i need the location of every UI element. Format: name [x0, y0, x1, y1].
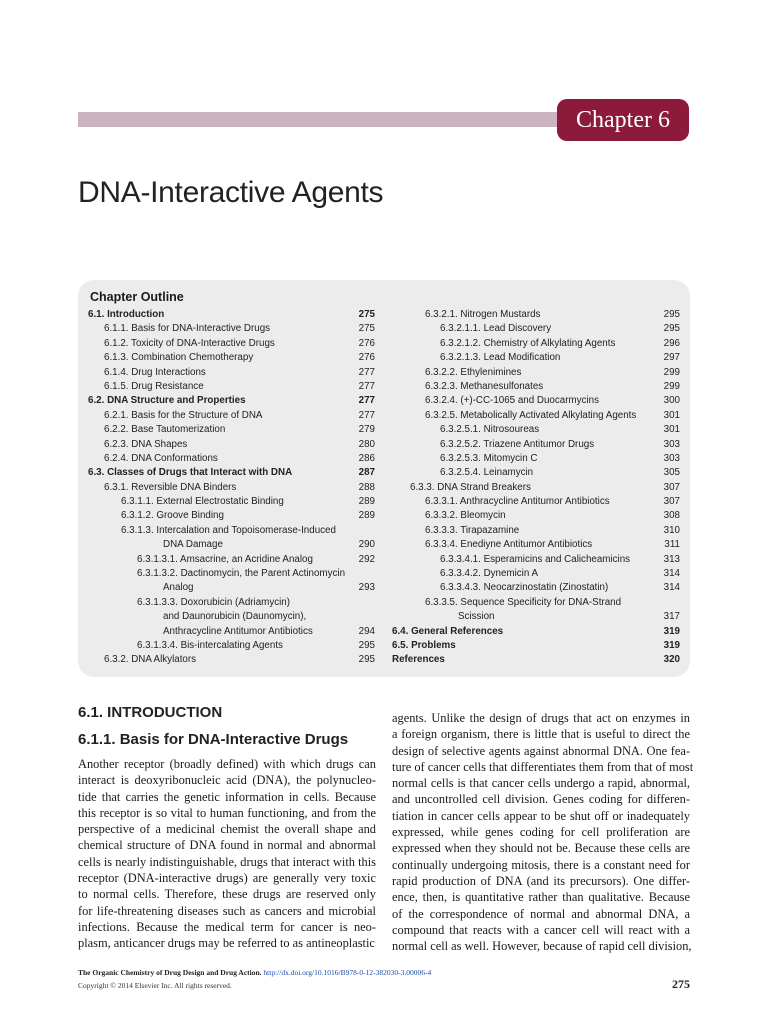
outline-entry-label: 6.3.2.5.2. Triazene Antitumor Drugs	[440, 438, 595, 450]
outline-entry-label: 6.3.2.2. Ethylenimines	[425, 366, 522, 378]
outline-entry[interactable]	[392, 509, 680, 523]
outline-entry-label: 6.3.2.3. Methanesulfonates	[425, 380, 544, 392]
outline-entry-label: 6.3.2.5.1. Nitrosoureas	[440, 424, 540, 436]
outline-entry[interactable]	[88, 337, 375, 351]
outline-entry[interactable]	[392, 524, 680, 538]
body-line: ence, then, is quantitative rather than qualitative. Because	[392, 890, 690, 905]
outline-entry[interactable]	[392, 351, 680, 365]
outline-entry-label: 6.1.4. Drug Interactions	[104, 366, 206, 378]
outline-entry[interactable]	[392, 394, 680, 408]
body-text-left	[78, 756, 376, 952]
chapter-bar	[78, 112, 558, 127]
outline-entry[interactable]	[88, 509, 375, 523]
outline-entry[interactable]	[392, 538, 680, 552]
outline-entry-page: 295	[358, 639, 375, 651]
outline-entry-page: 311	[664, 539, 680, 551]
outline-entry[interactable]	[392, 438, 680, 452]
outline-entry-page: 305	[663, 467, 680, 479]
doi-link[interactable]: http://dx.doi.org/10.1016/B978-0-12-382030-3.00006-4	[263, 968, 432, 977]
page-number: 275	[672, 977, 690, 991]
outline-entry[interactable]	[392, 625, 680, 639]
page-title: DNA-Interactive Agents	[78, 176, 384, 209]
outline-entry-label: 6.3.1.3.4. Bis-intercalating Agents	[137, 639, 283, 651]
outline-entry-page: 319	[663, 639, 680, 651]
outline-entry-label: 6.3.2.1.2. Chemistry of Alkylating Agents	[440, 337, 616, 349]
outline-entry-page: 299	[663, 366, 680, 378]
outline-entry[interactable]	[392, 466, 680, 480]
outline-entry-page: 310	[663, 524, 680, 536]
outline-entry-page: 317	[663, 611, 680, 623]
outline-entry[interactable]	[392, 596, 680, 610]
outline-entry-label: 6.3. Classes of Drugs that Interact with DNA	[88, 467, 293, 479]
outline-entry[interactable]	[88, 423, 375, 437]
outline-entry-label: 6.2.4. DNA Conformations	[104, 452, 218, 464]
outline-entry-label: 6.1.5. Drug Resistance	[104, 380, 204, 392]
outline-entry-page: 297	[663, 352, 680, 364]
outline-entry-page: 275	[358, 323, 375, 335]
outline-entry-label: 6.3.2. DNA Alkylators	[104, 654, 197, 666]
outline-entry-label: 6.3.1. Reversible DNA Binders	[104, 481, 237, 493]
outline-entry[interactable]	[88, 452, 375, 466]
body-line: compound that reacts with a cancer cell will react with a	[392, 922, 690, 937]
body-line: tide that carries the genetic information in cells. Because	[78, 789, 376, 804]
outline-entry[interactable]	[392, 409, 680, 423]
outline-entry-label: 6.2.2. Base Tautomerization	[104, 424, 226, 436]
body-line: design of selective agents against abnormal DNA. One fea-	[392, 743, 690, 758]
outline-entry-label: 6.3.3. DNA Strand Breakers	[410, 481, 531, 493]
outline-entry[interactable]	[392, 481, 680, 495]
outline-entry[interactable]	[88, 610, 375, 624]
outline-entry-label: 6.3.1.3.3. Doxorubicin (Adriamycin)	[137, 596, 291, 608]
outline-entry-page: 289	[358, 496, 375, 508]
body-line: this receptor is so vital to human functioning, and from the	[78, 805, 376, 820]
outline-heading: Chapter Outline	[90, 290, 184, 304]
body-line: ture of cancer cells that differentiates them from that of most	[392, 759, 694, 774]
outline-entry-page: 295	[663, 309, 680, 320]
outline-entry-label: 6.4. General References	[392, 625, 504, 637]
outline-entry-page: 286	[358, 452, 375, 464]
body-text-right	[392, 710, 694, 954]
outline-entry-label: 6.3.1.3. Intercalation and Topoisomerase-Induced	[121, 524, 336, 536]
body-line: normal cells is that cancer cells undergo a rapid, abnormal,	[392, 776, 690, 791]
body-line: normal cell as well. However, because of rapid cell division,	[392, 939, 692, 954]
outline-entry[interactable]	[88, 524, 375, 538]
outline-right-column	[392, 308, 680, 668]
outline-entry[interactable]	[88, 596, 375, 610]
outline-entry-page: 294	[358, 625, 375, 637]
body-line: chemical structure of DNA found in normal and abnormal	[78, 838, 376, 853]
outline-entry[interactable]	[392, 423, 680, 437]
outline-entry-label: 6.1.2. Toxicity of DNA-Interactive Drugs	[104, 337, 275, 349]
outline-entry-label: 6.3.1.2. Groove Binding	[121, 510, 224, 522]
body-line: of the correspondence of normal and abnormal DNA, a	[392, 906, 690, 921]
outline-entry-page: 277	[358, 395, 375, 407]
outline-entry-page: 292	[358, 553, 375, 565]
outline-entry-label: 6.3.3.4.3. Neocarzinostatin (Zinostatin)	[440, 582, 609, 594]
outline-entry-label: 6.3.2.4. (+)-CC-1065 and Duocarmycins	[425, 395, 599, 407]
outline-entry[interactable]	[88, 495, 375, 509]
outline-entry[interactable]	[392, 567, 680, 581]
outline-entry[interactable]	[88, 639, 375, 653]
outline-entry-label: 6.3.1.3.2. Dactinomycin, the Parent Actinomycin	[137, 568, 346, 580]
outline-entry[interactable]	[392, 308, 680, 322]
outline-entry-page: 280	[358, 438, 375, 450]
outline-entry-page: 276	[358, 337, 375, 349]
body-line: Another receptor (broadly defined) with which drugs can	[78, 757, 376, 771]
outline-entry-label: 6.3.3.4. Enediyne Antitumor Antibiotics	[425, 539, 593, 551]
outline-entry[interactable]	[88, 322, 375, 336]
outline-entry-label: 6.3.3.3. Tirapazamine	[425, 524, 520, 536]
outline-entry-label: 6.2. DNA Structure and Properties	[88, 395, 246, 407]
outline-entry[interactable]	[88, 553, 375, 567]
outline-entry-page: 287	[358, 467, 375, 479]
body-line: perspective of a medicinal chemist the overall shape and	[78, 822, 376, 837]
outline-entry-label: 6.3.1.3.1. Amsacrine, an Acridine Analog	[137, 553, 313, 565]
outline-entry-page: 293	[358, 582, 375, 594]
outline-entry-page: 290	[358, 539, 375, 551]
outline-entry-page: 307	[663, 496, 680, 508]
outline-entry-page: 307	[663, 481, 680, 493]
outline-entry[interactable]	[392, 452, 680, 466]
body-line: cells is nearly indistinguishable, drugs that interact with this	[78, 854, 376, 869]
outline-entry-label: 6.3.3.4.2. Dynemicin A	[440, 568, 539, 580]
body-line: continually undergoing mitosis, there is a constant need for	[392, 857, 690, 872]
outline-entry-label: Anthracycline Antitumor Antibiotics	[163, 625, 313, 637]
outline-entry-page: 277	[358, 366, 375, 378]
footer-citation	[78, 968, 431, 977]
outline-entry[interactable]	[392, 610, 680, 624]
outline-entry-page: 277	[358, 409, 375, 421]
outline-entry[interactable]	[88, 380, 375, 394]
outline-entry[interactable]	[88, 409, 375, 423]
outline-entry-label: 6.3.2.5.3. Mitomycin C	[440, 452, 538, 464]
outline-entry-page: 319	[663, 625, 680, 637]
outline-entry-page: 320	[663, 654, 680, 666]
outline-entry-label: and Daunorubicin (Daunomycin),	[163, 611, 307, 623]
outline-entry-label: References	[392, 654, 445, 666]
outline-entry-label: 6.3.2.1.3. Lead Modification	[440, 352, 561, 364]
outline-entry-label: 6.3.3.4.1. Esperamicins and Calicheamicins	[440, 553, 631, 565]
outline-entry-label: 6.2.3. DNA Shapes	[104, 438, 188, 450]
outline-entry-page: 303	[663, 452, 680, 464]
body-line: agents. Unlike the design of drugs that act on enzymes in	[392, 711, 690, 725]
outline-entry[interactable]	[392, 366, 680, 380]
body-line: interact is deoxyribonucleic acid (DNA), the polynucleo-	[78, 773, 376, 788]
outline-entry[interactable]	[392, 553, 680, 567]
outline-entry-page: 288	[358, 481, 375, 493]
outline-entry-page: 301	[663, 424, 680, 436]
outline-entry[interactable]	[88, 567, 375, 581]
outline-entry-page: 308	[663, 510, 680, 522]
outline-entry[interactable]	[88, 538, 375, 552]
body-line: tiation in cancer cells appear to be shut off or inadequately	[392, 808, 690, 823]
outline-entry[interactable]	[392, 581, 680, 595]
outline-entry[interactable]	[392, 495, 680, 509]
outline-entry-label: 6.3.2.1.1. Lead Discovery	[440, 323, 552, 335]
outline-entry-label: Analog	[163, 582, 194, 594]
outline-entry-page: 279	[358, 424, 375, 436]
outline-entry[interactable]	[392, 639, 680, 653]
outline-entry-page: 275	[358, 309, 375, 320]
outline-entry[interactable]	[88, 625, 375, 639]
outline-entry-page: 313	[663, 553, 680, 565]
outline-entry-label: 6.3.1.1. External Electrostatic Binding	[121, 496, 284, 508]
outline-entry[interactable]	[88, 394, 375, 408]
outline-entry-page: 300	[663, 395, 680, 407]
outline-entry[interactable]	[88, 308, 375, 322]
outline-entry-label: 6.3.2.5. Metabolically Activated Alkylating Agents	[425, 409, 637, 421]
outline-entry-label: 6.3.3.1. Anthracycline Antitumor Antibiotics	[425, 496, 610, 508]
outline-entry-page: 295	[358, 654, 375, 666]
footer-book-title: The Organic Chemistry of Drug Design and Drug Action.	[78, 968, 262, 977]
body-line: receptor (DNA-interactive drugs) are generally very toxic	[78, 871, 376, 886]
body-line: for life-threatening diseases such as cancers and microbial	[78, 903, 376, 918]
body-line: to normal cells. Therefore, these drugs are reserved only	[78, 887, 376, 902]
outline-entry-page: 289	[358, 510, 375, 522]
outline-entry-page: 276	[358, 352, 375, 364]
outline-entry-label: 6.1.1. Basis for DNA-Interactive Drugs	[104, 323, 271, 335]
body-line: expressed, while genes coding for cell proliferation are	[392, 825, 690, 840]
outline-entry-page: 296	[663, 337, 680, 349]
outline-entry-label: DNA Damage	[163, 539, 223, 551]
outline-entry-label: 6.3.3.2. Bleomycin	[425, 510, 506, 522]
outline-entry-label: 6.1.3. Combination Chemotherapy	[104, 352, 254, 364]
outline-entry[interactable]	[88, 481, 375, 495]
body-line: and uncontrolled cell division. Genes coding for differen-	[392, 792, 690, 807]
outline-entry-page: 295	[663, 323, 680, 335]
subsection-heading: 6.1.1. Basis for DNA-Interactive Drugs	[78, 731, 349, 748]
outline-entry[interactable]	[392, 380, 680, 394]
body-line: rapid production of DNA (and its precursors). One differ-	[392, 873, 690, 888]
outline-entry[interactable]	[392, 337, 680, 351]
footer-copyright: Copyright © 2014 Elsevier Inc. All rights reserved.	[78, 981, 232, 990]
outline-entry-label: 6.3.2.5.4. Leinamycin	[440, 467, 534, 479]
outline-entry-page: 314	[663, 582, 680, 594]
outline-entry-label: 6.2.1. Basis for the Structure of DNA	[104, 409, 263, 421]
outline-entry-page: 303	[663, 438, 680, 450]
body-line: expressed when they should not be. Because these cells are	[392, 841, 690, 856]
outline-entry[interactable]	[392, 322, 680, 336]
outline-entry-label: 6.1. Introduction	[88, 309, 165, 320]
outline-entry[interactable]	[88, 581, 375, 595]
outline-entry[interactable]	[88, 653, 375, 667]
outline-entry[interactable]	[88, 351, 375, 365]
outline-entry-page: 277	[358, 380, 375, 392]
section-heading: 6.1. INTRODUCTION	[78, 704, 223, 721]
outline-entry-page: 301	[663, 409, 680, 421]
outline-entry-label: 6.3.3.5. Sequence Specificity for DNA-Strand	[425, 596, 622, 608]
outline-entry[interactable]	[88, 366, 375, 380]
outline-left-column	[88, 308, 375, 668]
body-line: infections. Because the medical term for cancer is neo-	[78, 919, 376, 934]
chapter-badge: Chapter 6	[557, 99, 689, 141]
outline-entry-label: 6.3.2.1. Nitrogen Mustards	[425, 309, 541, 320]
outline-entry-label: 6.5. Problems	[392, 639, 456, 651]
outline-entry-page: 314	[663, 568, 680, 580]
outline-entry[interactable]	[88, 438, 375, 452]
outline-entry-label: Scission	[458, 611, 495, 623]
outline-entry[interactable]	[392, 653, 680, 667]
body-line: plasm, anticancer drugs may be referred to as antineoplastic	[78, 936, 375, 951]
body-line: a foreign organism, there is little that is useful to direct the	[392, 727, 690, 742]
outline-entry-page: 299	[663, 380, 680, 392]
outline-entry[interactable]	[88, 466, 375, 480]
